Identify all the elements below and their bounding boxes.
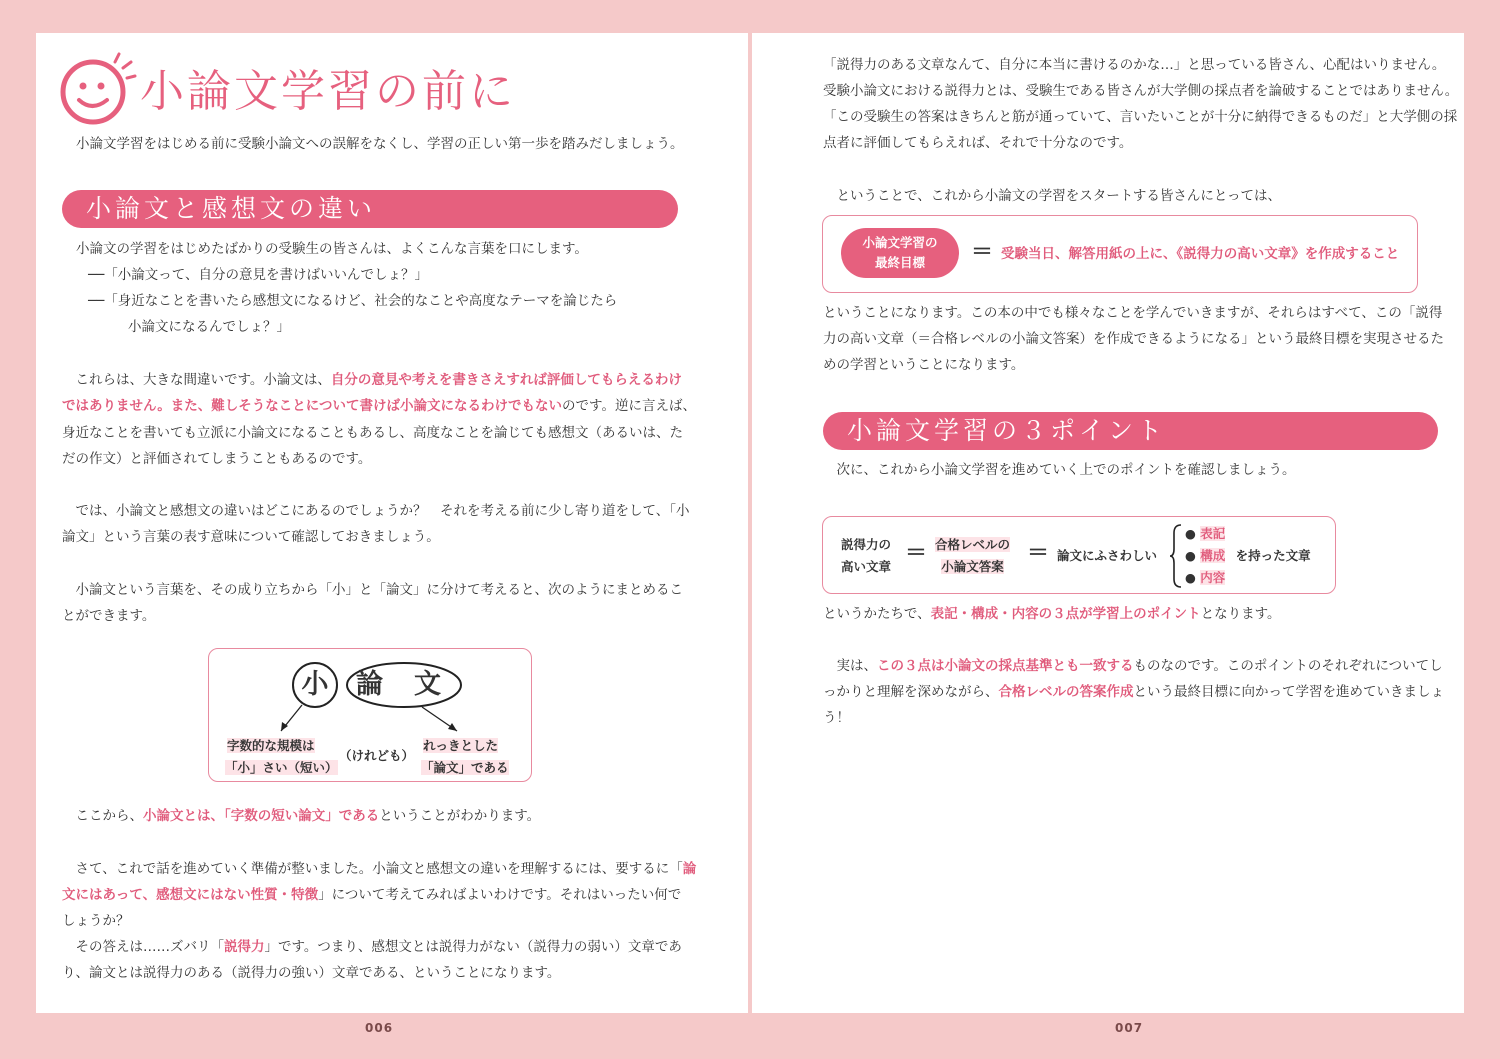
text-run: という最終目標に向かって学習を進めていきましょ bbox=[1133, 684, 1444, 700]
goal-pill-line-2: 最終目標 bbox=[874, 255, 925, 270]
middle-label: （けれども） bbox=[339, 748, 415, 763]
text-run: っかりと理解を深めながら、 bbox=[823, 684, 999, 700]
paragraph-5c: しょうか？ bbox=[62, 913, 130, 929]
point-label: 表記 bbox=[1200, 526, 1226, 541]
text-run: というかたちで、 bbox=[823, 606, 931, 622]
paragraph-3b: とができます。 bbox=[62, 608, 156, 624]
char-ron: 論 bbox=[356, 669, 383, 700]
page-number-left: 006 bbox=[365, 1021, 394, 1035]
bullet-icon: ● bbox=[1185, 548, 1196, 563]
highlight-text: 表記・構成・内容の３点が学習上のポイント bbox=[930, 606, 1201, 622]
right-label-2 bbox=[421, 757, 509, 779]
smiley-face-icon bbox=[57, 52, 137, 132]
highlight-text: 合格レベルの答案作成 bbox=[998, 684, 1134, 700]
left-label-2 bbox=[225, 757, 338, 779]
highlight-text: 文にはあって、感想文にはない性質・特徴 bbox=[62, 887, 319, 903]
left-label-1 bbox=[227, 735, 315, 757]
text-run: さて、これで話を進めていく準備が整いました。小論文と感想文の違いを理解するには、要するに「 bbox=[62, 861, 683, 877]
point-item-3 bbox=[1185, 567, 1225, 589]
r-paragraph-6a bbox=[823, 653, 1443, 679]
text-run: これらは、大きな間違いです。小論文は、 bbox=[62, 372, 331, 388]
paragraph-2b: 論文」という言葉の表す意味について確認しておきましょう。 bbox=[62, 529, 440, 545]
tag: 「小」さい（短い） bbox=[225, 760, 338, 775]
term2-line-1 bbox=[935, 534, 1010, 556]
r-paragraph-4: 次に、これから小論文学習を進めていく上でのポイントを確認しましょう。 bbox=[823, 462, 1296, 478]
quote-1: ──「小論文って、自分の意見を書けばいいんでしょ？」 bbox=[88, 267, 428, 283]
text-run: ものなのです。このポイントのそれぞれについてし bbox=[1133, 658, 1443, 674]
point-tail: を持った文章 bbox=[1235, 548, 1311, 563]
section-heading-2: 小論文学習の３ポイント bbox=[823, 412, 1438, 450]
r-paragraph-1a: 「説得力のある文章なんて、自分に本当に書けるのかな…」と思っている皆さん、心配はいりません。 bbox=[823, 57, 1446, 73]
highlight-text: 論 bbox=[682, 861, 697, 877]
term2 bbox=[935, 534, 1010, 578]
term3: 論文にふさわしい bbox=[1057, 548, 1158, 563]
point-label: 構成 bbox=[1200, 548, 1226, 563]
point-label: 内容 bbox=[1200, 570, 1226, 585]
r-paragraph-1d: 点者に評価してもらえれば、それで十分なのです。 bbox=[823, 135, 1133, 151]
paragraph-1b bbox=[62, 393, 696, 419]
tag: 小論文答案 bbox=[941, 559, 1004, 574]
text-run: ということがわかります。 bbox=[379, 808, 541, 824]
points-equals-1: ＝ bbox=[905, 541, 928, 566]
r-paragraph-6b bbox=[823, 679, 1444, 705]
section-heading-1: 小論文と感想文の違い bbox=[62, 190, 678, 228]
tag: 字数的な規模は bbox=[227, 738, 315, 753]
term1 bbox=[841, 534, 891, 578]
highlight-text: ではありません。また、難しそうなことについて書けば小論文になるわけでもない bbox=[62, 398, 563, 414]
text-run: その答えは……ズバリ「 bbox=[62, 939, 224, 955]
right-label-1 bbox=[423, 735, 498, 757]
highlight-text: この３点は小論文の採点基準とも一致する bbox=[877, 658, 1134, 674]
text-run: となります。 bbox=[1200, 606, 1281, 622]
paragraph-6a bbox=[62, 934, 682, 960]
tag: れっきとした bbox=[423, 738, 499, 753]
paragraph-4 bbox=[62, 803, 540, 829]
quote-2a: ──「身近なことを書いたら感想文になるけど、社会的なことや高度なテーマを論じたら bbox=[88, 293, 618, 309]
page-number-right: 007 bbox=[1115, 1021, 1144, 1035]
point-item-2 bbox=[1185, 545, 1311, 567]
goal-box bbox=[822, 215, 1418, 293]
shoronbun-diagram bbox=[208, 648, 532, 782]
goal-text: 受験当日、解答用紙の上に、《説得力の高い文章》を作成すること bbox=[1001, 246, 1400, 262]
text-run: ここから、 bbox=[62, 808, 143, 824]
char-bun: 文 bbox=[414, 669, 441, 700]
brace-icon bbox=[1169, 523, 1183, 589]
char-small: 小 bbox=[301, 669, 329, 700]
r-paragraph-1b: 受験小論文における説得力とは、受験生である皆さんが大学側の採点者を論破することではありません。 bbox=[823, 83, 1459, 99]
paragraph-3a: 小論文という言葉を、その成り立ちから「小」と「論文」に分けて考えると、次のようにまとめるこ bbox=[62, 582, 683, 598]
r-paragraph-3b: 力の高い文章（＝合格レベルの小論文答案）を作成できるようになる」という最終目標を実現させるた bbox=[823, 331, 1444, 347]
r-paragraph-3c: めの学習ということになります。 bbox=[823, 357, 1025, 373]
term1-line-2: 高い文章 bbox=[841, 559, 892, 574]
text-run: 」です。つまり、感想文とは説得力がない（説得力の弱い）文章であ bbox=[264, 939, 682, 955]
paragraph-1a bbox=[62, 367, 682, 393]
highlight-text: 自分の意見や考えを書きさえすれば評価してもらえるわけ bbox=[330, 372, 682, 388]
paragraph-1d: だの作文）と評価されてしまうこともあるのです。 bbox=[62, 451, 372, 467]
r-paragraph-2: ということで、これから小論文の学習をスタートする皆さんにとっては、 bbox=[823, 188, 1282, 204]
tag: 合格レベルの bbox=[935, 537, 1011, 552]
tag: 「論文」である bbox=[421, 760, 509, 775]
points-equals-2: ＝ bbox=[1027, 541, 1050, 566]
term1-line-1: 説得力の bbox=[841, 537, 892, 552]
highlight-text: 説得力 bbox=[224, 939, 265, 955]
quote-2b: 小論文になるんでしょ？」 bbox=[128, 319, 290, 335]
bullet-icon: ● bbox=[1185, 570, 1196, 585]
point-item-1 bbox=[1185, 523, 1225, 545]
paragraph-6b: り、論文とは説得力のある（説得力の強い）文章である、ということになります。 bbox=[62, 965, 561, 981]
goal-equals: ＝ bbox=[971, 240, 994, 265]
text-run: 実は、 bbox=[823, 658, 877, 674]
r-paragraph-6c: う！ bbox=[823, 710, 850, 726]
intro-text: 小論文の学習をはじめたばかりの受験生の皆さんは、よくこんな言葉を口にします。 bbox=[76, 241, 588, 257]
goal-pill bbox=[841, 228, 959, 278]
paragraph-5b bbox=[62, 882, 681, 908]
points-box bbox=[822, 516, 1336, 594]
goal-pill-line-1: 小論文学習の bbox=[862, 235, 938, 250]
page-subtitle: 小論文学習をはじめる前に受験小論文への誤解をなくし、学習の正しい第一歩を踏みだしましょう。 bbox=[76, 136, 684, 152]
text-run: 」について考えてみればよいわけです。それはいったい何で bbox=[318, 887, 682, 903]
paragraph-2a: では、小論文と感想文の違いはどこにあるのでしょうか？ それを考える前に少し寄り道をして、「小 bbox=[62, 503, 690, 519]
page-title: 小論文学習の前に bbox=[140, 66, 516, 117]
term2-line-2 bbox=[935, 556, 1010, 578]
bullet-icon: ● bbox=[1185, 526, 1196, 541]
highlight-text: 小論文とは、「字数の短い論文」である bbox=[143, 808, 380, 824]
r-paragraph-5 bbox=[823, 601, 1281, 627]
paragraph-5a bbox=[62, 856, 696, 882]
r-paragraph-1c: 「この受験生の答案はきちんと筋が通っていて、言いたいことが十分に納得できるものだ」と大学側の採 bbox=[823, 109, 1458, 125]
r-paragraph-3a: ということになります。この本の中でも様々なことを学んでいきますが、それらはすべて、この「説得 bbox=[823, 305, 1443, 321]
paragraph-1c: 身近なことを書いても立派に小論文になることもあるし、高度なことを論じても感想文（あるいは、た bbox=[62, 425, 683, 441]
text-run: のです。逆に言えば、 bbox=[562, 398, 696, 414]
